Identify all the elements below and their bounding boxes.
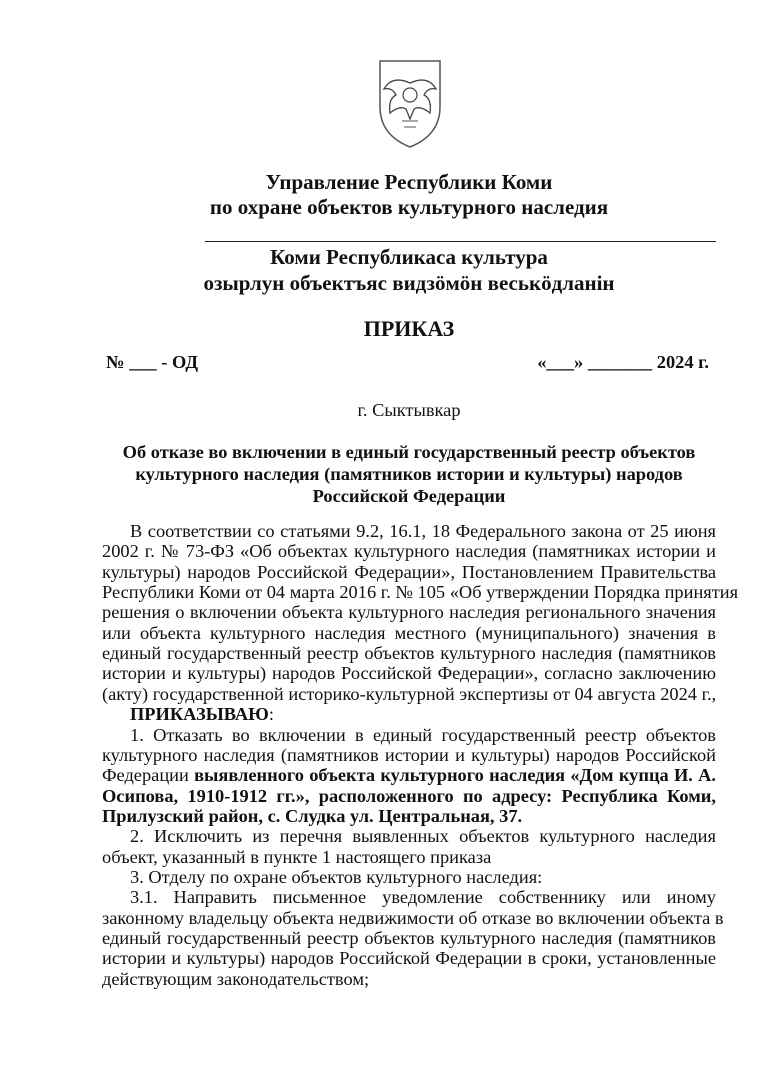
body-text-line [102,562,716,582]
body-text-line [130,704,716,724]
text: культуры) народов Российской Федерации», Постановлением Правительства [102,561,716,582]
body-text-line [102,806,716,826]
body-text-line [102,745,716,765]
body-text-line [102,623,716,643]
text: (акту) государственной историко-культурной экспертизы от 04 августа 2024 г., [102,683,717,704]
org-name-ru-line2: по охране объектов культурного наследия [209,195,609,219]
text: истории и культуры) народов Российской Федерации в сроки, установленные [102,948,716,969]
body-text-line [102,786,716,806]
text: действующим законодательством; [102,968,370,989]
text: В соответствии со статьями 9.2, 16.1, 18 Федерального закона от 25 июня [130,521,716,541]
text: 1. Отказать во включении в единый государственный реестр объектов [130,724,716,745]
coat-of-arms-emblem [362,55,458,151]
org-name-ru-line1: Управление Республики Коми [265,170,553,194]
text: 2002 г. № 73-ФЗ «Об объектах культурного наследия (памятниках истории и [102,541,716,562]
body-text-line [102,643,716,663]
text: 3. Отделу по охране объектов культурного наследия: [130,866,543,887]
text: : [268,704,274,725]
body-text-line [130,725,716,745]
text: 2. Исключить из перечня выявленных объектов культурного наследия [130,826,716,847]
text: законному владельцу объекта недвижимости об отказе во включении объекта в [102,907,724,928]
bold-text: выявленного объекта культурного наследия «Дом купца И. А. [194,765,716,786]
text: Республики Коми от 04 марта 2016 г. № 105 «Об утверждении Порядка принятия [102,582,739,603]
body-text-line [102,928,716,948]
org-name-komi-line1: Коми Республикаса культура [270,245,548,269]
text: решения о включении объекта культурного наследия регионального значения [102,602,716,623]
text: культурного наследия (памятников истории и культуры) народов Российской [102,744,716,765]
bold-text: Осипова, 1910-1912 гг.», расположенного по адресу: Республика Коми, [102,785,716,806]
body-text-line [130,521,716,541]
body-text-line [102,684,716,704]
body-text-line [102,541,716,561]
order-title-line: Российской Федерации [312,486,506,506]
text: единый государственный реестр объектов культурного наследия (памятников [102,643,716,664]
body-text-line [102,969,716,989]
text: единый государственный реестр объектов культурного наследия (памятников [102,928,716,948]
body-text-line [130,887,716,907]
body-text-line [130,826,716,846]
org-name-komi-line2: озырлун объектъяс видзӧмӧн веськӧдланiн [203,271,615,295]
text: или объекта культурного наследия местного (муниципального) значения в [102,622,716,643]
document-type: ПРИКАЗ [363,316,455,341]
body-text-line [102,948,716,968]
bold-text: ПРИКАЗЫВАЮ [130,704,269,725]
body-text-line [102,602,716,622]
header-divider [205,241,716,242]
body-text-line [102,663,716,683]
text: объект, указанный в пункте 1 настоящего приказа [102,846,492,867]
body-text-line [102,765,716,785]
text: истории и культуры) народов Российской Федерации», согласно заключению [102,663,716,684]
text: Федерации [102,765,195,786]
body-text-line [102,847,716,867]
order-date: «___» _______ 2024 г. [537,352,709,372]
text: 3.1. Направить письменное уведомление собственнику или иному [130,887,716,908]
bold-text: Прилузский район, с. Слудка ул. Центральная, 37. [102,805,523,826]
order-title-line: культурного наследия (памятников истории и культуры) народов [135,464,683,484]
order-number: № ___ - ОД [106,352,199,372]
body-text-line [102,907,724,928]
body-text-line [130,867,716,887]
body-text-line [102,582,739,603]
city: г. Сыктывкар [357,400,461,420]
order-title-line: Об отказе во включении в единый государственный реестр объектов [122,442,696,462]
